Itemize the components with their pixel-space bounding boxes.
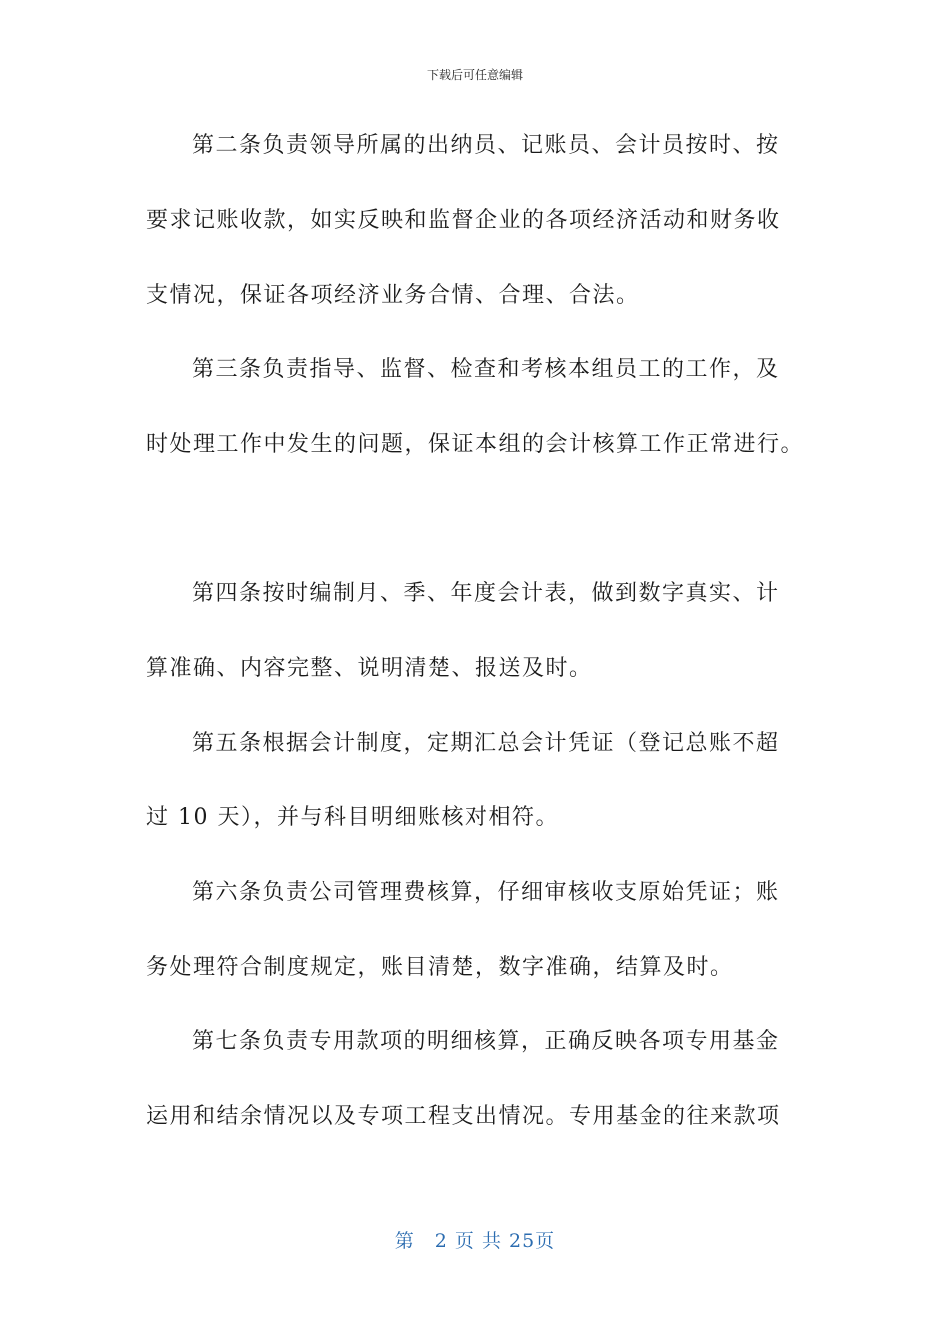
article-4-line-2: 算准确、内容完整、说明清楚、报送及时。	[146, 656, 593, 681]
article-7-line-2: 运用和结余情况以及专项工程支出情况。专用基金的往来款项	[146, 1104, 781, 1129]
article-3-line-1: 第三条负责指导、监督、检查和考核本组员工的工作，及	[192, 357, 780, 382]
article-5-line-1: 第五条根据会计制度，定期汇总会计凭证（登记总账不超	[192, 731, 780, 756]
article-7-line-1: 第七条负责专用款项的明细核算，正确反映各项专用基金	[192, 1029, 780, 1054]
article-2-line-3: 支情况，保证各项经济业务合情、合理、合法。	[146, 283, 640, 308]
article-6-line-2: 务处理符合制度规定，账目清楚，数字准确，结算及时。	[146, 955, 734, 980]
page-number: 第 2 页 共 25页	[394, 1230, 556, 1252]
article-5-line-2: 过 10 天），并与科目明细账核对相符。	[146, 805, 559, 830]
article-6-line-1: 第六条负责公司管理费核算，仔细审核收支原始凭证；账	[192, 880, 780, 905]
article-4-line-1: 第四条按时编制月、季、年度会计表，做到数字真实、计	[192, 581, 780, 606]
header-note: 下载后可任意编辑	[426, 68, 523, 82]
article-3-line-2: 时处理工作中发生的问题，保证本组的会计核算工作正常进行。	[146, 432, 805, 457]
article-2-line-2: 要求记账收款，如实反映和监督企业的各项经济活动和财务收	[146, 208, 781, 233]
article-2-line-1: 第二条负责领导所属的出纳员、记账员、会计员按时、按	[192, 133, 780, 158]
